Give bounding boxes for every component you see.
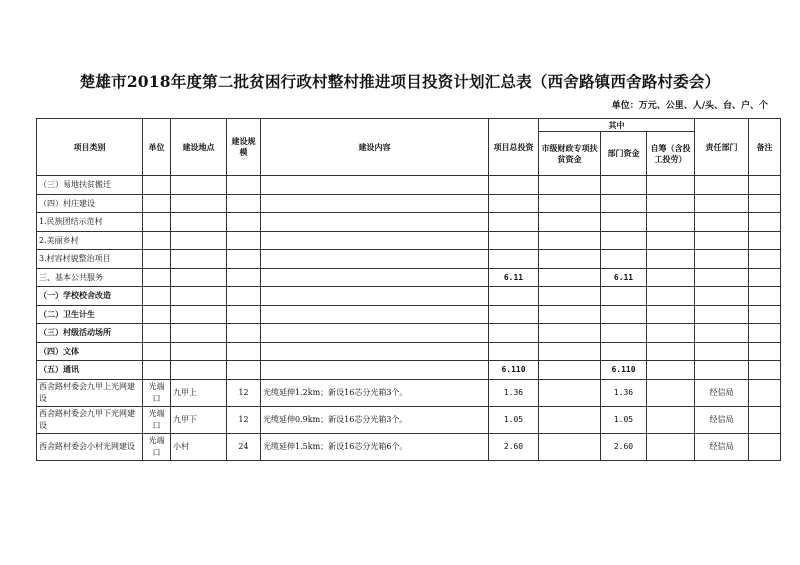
- table-row: [37, 287, 781, 306]
- project-city-fund: [539, 406, 601, 433]
- row-unit: [143, 287, 171, 306]
- row-category: （三）村级活动场所: [37, 324, 143, 343]
- table-row: [37, 213, 781, 232]
- row-scale: [227, 287, 261, 306]
- row-self-fund: [647, 324, 695, 343]
- row-self-fund: [647, 250, 695, 269]
- row-content: [261, 268, 489, 287]
- row-unit: [143, 324, 171, 343]
- header-dept-fund: 部门资金: [601, 132, 647, 176]
- project-scale: 12: [227, 379, 261, 406]
- row-dept-fund: [601, 342, 647, 361]
- row-total: [489, 213, 539, 232]
- row-dept-fund: [601, 213, 647, 232]
- row-location: [171, 361, 227, 380]
- row-dept: [695, 231, 749, 250]
- row-content: [261, 324, 489, 343]
- row-dept: [695, 250, 749, 269]
- project-dept: 经信局: [695, 433, 749, 460]
- row-category: （四）文体: [37, 342, 143, 361]
- project-self-fund: [647, 433, 695, 460]
- row-content: [261, 250, 489, 269]
- row-category: （一）学校校舍改造: [37, 287, 143, 306]
- row-dept: [695, 324, 749, 343]
- unit-note: 单位：万元、公里、人/头、台、户、个: [611, 101, 768, 111]
- row-category: 2.美丽乡村: [37, 231, 143, 250]
- project-note: [749, 379, 781, 406]
- row-dept: [695, 287, 749, 306]
- header-self-fund: 自筹（含投工投劳）: [647, 132, 695, 176]
- project-self-fund: [647, 406, 695, 433]
- row-dept-fund: 6.11: [601, 268, 647, 287]
- project-content: 光缆延伸0.9km；新设16芯分光箱3个。: [261, 406, 489, 433]
- row-note: [749, 250, 781, 269]
- row-scale: [227, 268, 261, 287]
- row-total: [489, 231, 539, 250]
- project-dept-fund: 2.60: [601, 433, 647, 460]
- row-category: 1.民族团结示范村: [37, 213, 143, 232]
- row-dept: [695, 342, 749, 361]
- row-total: [489, 176, 539, 195]
- row-dept-fund: [601, 176, 647, 195]
- project-location: 九甲上: [171, 379, 227, 406]
- header-total: 项目总投资: [489, 119, 539, 176]
- row-dept: [695, 268, 749, 287]
- row-unit: [143, 361, 171, 380]
- row-city-fund: [539, 176, 601, 195]
- row-self-fund: [647, 176, 695, 195]
- project-location: 九甲下: [171, 406, 227, 433]
- row-dept-fund: [601, 250, 647, 269]
- project-name: 西舍路村委会九甲下光网建设: [37, 406, 143, 433]
- header-category: 项目类别: [37, 119, 143, 176]
- row-dept-fund: [601, 231, 647, 250]
- project-dept-fund: 1.05: [601, 406, 647, 433]
- row-dept-fund: [601, 287, 647, 306]
- row-note: [749, 287, 781, 306]
- row-dept: [695, 305, 749, 324]
- row-category: （二）卫生计生: [37, 305, 143, 324]
- row-scale: [227, 176, 261, 195]
- row-scale: [227, 194, 261, 213]
- project-total: 1.05: [489, 406, 539, 433]
- row-self-fund: [647, 194, 695, 213]
- row-location: [171, 213, 227, 232]
- row-dept-fund: [601, 324, 647, 343]
- row-city-fund: [539, 231, 601, 250]
- row-note: [749, 268, 781, 287]
- row-note: [749, 324, 781, 343]
- row-scale: [227, 213, 261, 232]
- header-scale: 建设规模: [227, 119, 261, 176]
- row-self-fund: [647, 213, 695, 232]
- row-category: 三、基本公共服务: [37, 268, 143, 287]
- row-location: [171, 231, 227, 250]
- table-row: [37, 324, 781, 343]
- project-name: 西舍路村委会九甲上光网建设: [37, 379, 143, 406]
- table-row: [37, 305, 781, 324]
- row-dept-fund: [601, 305, 647, 324]
- row-total: [489, 305, 539, 324]
- project-dept-fund: 1.36: [601, 379, 647, 406]
- header-location: 建设地点: [171, 119, 227, 176]
- row-scale: [227, 231, 261, 250]
- row-self-fund: [647, 287, 695, 306]
- project-city-fund: [539, 379, 601, 406]
- project-total: 2.60: [489, 433, 539, 460]
- row-self-fund: [647, 305, 695, 324]
- row-unit: [143, 305, 171, 324]
- header-of-which: 其中: [539, 119, 695, 132]
- project-unit: 光端口: [143, 406, 171, 433]
- row-location: [171, 268, 227, 287]
- project-scale: 24: [227, 433, 261, 460]
- project-note: [749, 433, 781, 460]
- project-content: 光缆延伸1.2km；新设16芯分光箱3个。: [261, 379, 489, 406]
- table-row: [37, 194, 781, 213]
- row-note: [749, 176, 781, 195]
- row-dept: [695, 194, 749, 213]
- row-city-fund: [539, 342, 601, 361]
- header-unit: 单位: [143, 119, 171, 176]
- row-content: [261, 287, 489, 306]
- row-location: [171, 250, 227, 269]
- row-total: [489, 342, 539, 361]
- project-name: 西舍路村委会小村光网建设: [37, 433, 143, 460]
- row-city-fund: [539, 268, 601, 287]
- row-category: （五）通讯: [37, 361, 143, 380]
- row-unit: [143, 342, 171, 361]
- row-scale: [227, 342, 261, 361]
- row-unit: [143, 176, 171, 195]
- row-location: [171, 305, 227, 324]
- project-unit: 光端口: [143, 379, 171, 406]
- project-note: [749, 406, 781, 433]
- row-city-fund: [539, 361, 601, 380]
- table-row: [37, 250, 781, 269]
- row-city-fund: [539, 305, 601, 324]
- row-scale: [227, 324, 261, 343]
- row-category: （四）村庄建设: [37, 194, 143, 213]
- row-location: [171, 324, 227, 343]
- project-dept: 经信局: [695, 379, 749, 406]
- table-row: [37, 406, 781, 433]
- row-dept-fund: [601, 194, 647, 213]
- header-city-fund: 市级财政专项扶贫资金: [539, 132, 601, 176]
- row-city-fund: [539, 194, 601, 213]
- row-location: [171, 176, 227, 195]
- row-location: [171, 287, 227, 306]
- table-row: [37, 268, 781, 287]
- row-scale: [227, 305, 261, 324]
- row-content: [261, 231, 489, 250]
- table-row: [37, 379, 781, 406]
- row-content: [261, 213, 489, 232]
- project-unit: 光端口: [143, 433, 171, 460]
- project-scale: 12: [227, 406, 261, 433]
- row-dept-fund: 6.110: [601, 361, 647, 380]
- row-note: [749, 213, 781, 232]
- row-self-fund: [647, 342, 695, 361]
- row-total: 6.11: [489, 268, 539, 287]
- row-scale: [227, 250, 261, 269]
- header-content: 建设内容: [261, 119, 489, 176]
- row-note: [749, 305, 781, 324]
- project-self-fund: [647, 379, 695, 406]
- row-note: [749, 231, 781, 250]
- project-total: 1.36: [489, 379, 539, 406]
- row-location: [171, 194, 227, 213]
- row-city-fund: [539, 324, 601, 343]
- project-location: 小村: [171, 433, 227, 460]
- table-row: [37, 231, 781, 250]
- row-unit: [143, 213, 171, 232]
- row-total: 6.110: [489, 361, 539, 380]
- row-unit: [143, 194, 171, 213]
- table-row: [37, 176, 781, 195]
- project-city-fund: [539, 433, 601, 460]
- row-content: [261, 342, 489, 361]
- row-dept: [695, 361, 749, 380]
- header-dept: 责任部门: [695, 119, 749, 176]
- row-total: [489, 250, 539, 269]
- row-total: [489, 287, 539, 306]
- table-row: [37, 342, 781, 361]
- row-note: [749, 361, 781, 380]
- row-city-fund: [539, 287, 601, 306]
- row-unit: [143, 250, 171, 269]
- row-self-fund: [647, 231, 695, 250]
- row-location: [171, 342, 227, 361]
- row-category: （三）易地扶贫搬迁: [37, 176, 143, 195]
- row-self-fund: [647, 268, 695, 287]
- document-title: 楚雄市2018年度第二批贫困行政村整村推进项目投资计划汇总表（西舍路镇西舍路村委会）: [79, 72, 721, 91]
- row-dept: [695, 176, 749, 195]
- row-self-fund: [647, 361, 695, 380]
- row-total: [489, 324, 539, 343]
- header-note: 备注: [749, 119, 781, 176]
- row-unit: [143, 231, 171, 250]
- row-category: 3.村容村貌整治项目: [37, 250, 143, 269]
- row-content: [261, 176, 489, 195]
- row-note: [749, 342, 781, 361]
- row-city-fund: [539, 250, 601, 269]
- project-dept: 经信局: [695, 406, 749, 433]
- table-row: [37, 361, 781, 380]
- row-total: [489, 194, 539, 213]
- row-scale: [227, 361, 261, 380]
- row-content: [261, 194, 489, 213]
- row-unit: [143, 268, 171, 287]
- row-note: [749, 194, 781, 213]
- investment-table: [36, 118, 781, 461]
- row-content: [261, 361, 489, 380]
- project-content: 光缆延伸1.5km；新设16芯分光箱6个。: [261, 433, 489, 460]
- table-row: [37, 433, 781, 460]
- row-dept: [695, 213, 749, 232]
- row-content: [261, 305, 489, 324]
- row-city-fund: [539, 213, 601, 232]
